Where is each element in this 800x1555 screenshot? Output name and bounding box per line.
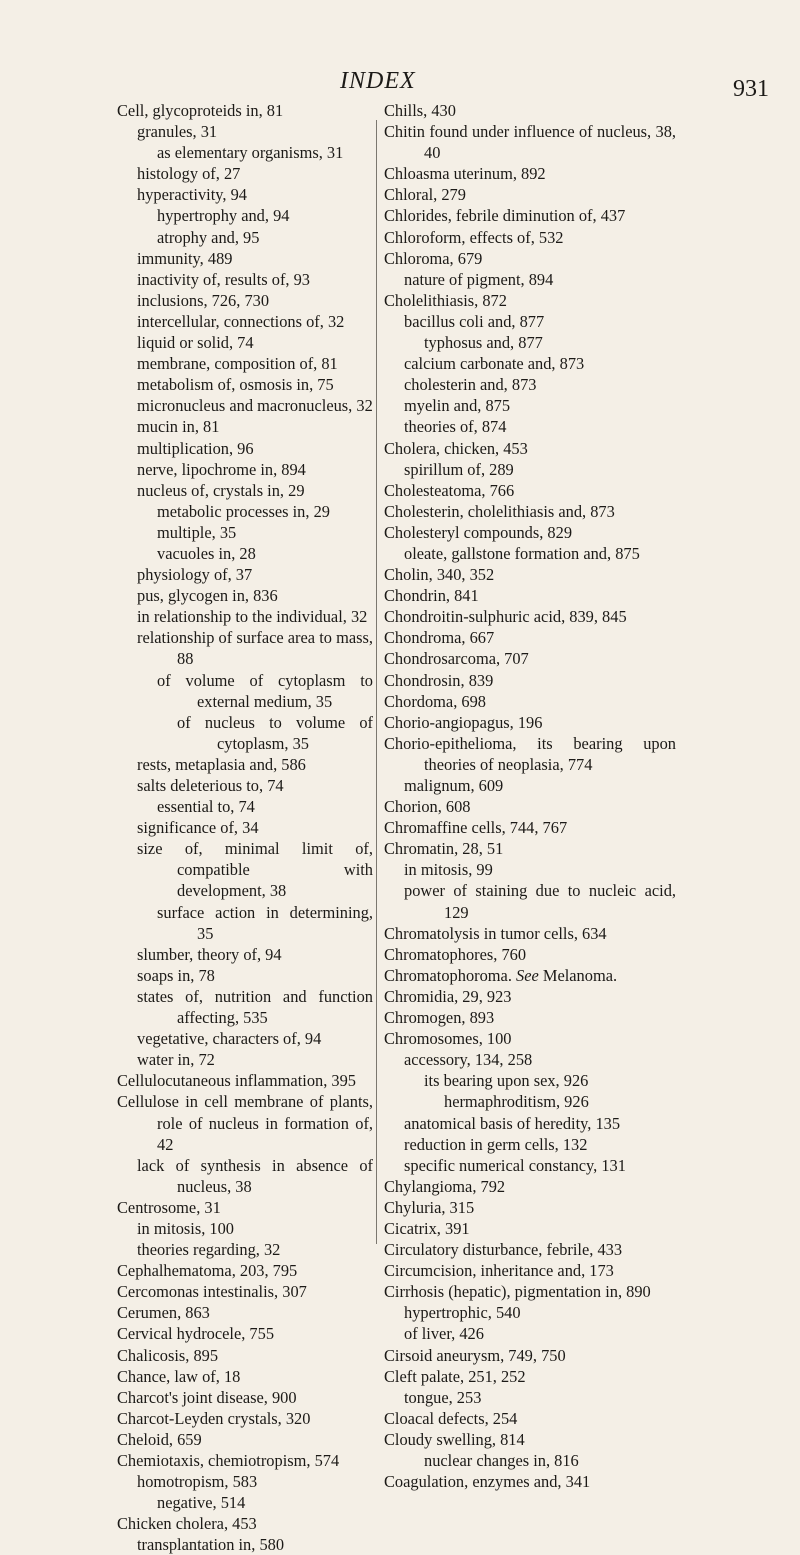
index-subentry bbox=[117, 564, 373, 585]
entry-text: Cirrhosis (hepatic), pigmentation in, 890 bbox=[384, 1282, 651, 1302]
index-subentry bbox=[384, 1091, 676, 1112]
index-subentry bbox=[117, 712, 373, 754]
index-entry bbox=[384, 733, 676, 775]
entry-text: membrane, composition of, 81 bbox=[137, 354, 338, 374]
entry-text: in relationship to the individual, 32 bbox=[137, 607, 368, 627]
index-subentry bbox=[384, 311, 676, 332]
entry-text: Chordoma, 698 bbox=[384, 691, 486, 711]
index-entry bbox=[384, 438, 676, 459]
entry-text: Cirsoid aneurysm, 749, 750 bbox=[384, 1345, 566, 1365]
entry-text: water in, 72 bbox=[137, 1050, 215, 1070]
entry-text: hypertrophic, 540 bbox=[404, 1303, 521, 1323]
entry-text: Cloudy swelling, 814 bbox=[384, 1429, 525, 1449]
index-subentry bbox=[117, 627, 373, 669]
index-subentry bbox=[117, 670, 373, 712]
entry-text: of liver, 426 bbox=[404, 1324, 484, 1344]
index-subentry bbox=[117, 163, 373, 184]
entry-text: nature of pigment, 894 bbox=[404, 269, 554, 289]
index-entry bbox=[117, 1281, 373, 1302]
entry-text: immunity, 489 bbox=[137, 248, 233, 268]
index-entry bbox=[117, 1302, 373, 1323]
entry-text: Chromatin, 28, 51 bbox=[384, 839, 504, 859]
entry-text: Circumcision, inheritance and, 173 bbox=[384, 1261, 614, 1281]
entry-text: Cerumen, 863 bbox=[117, 1303, 210, 1323]
index-subentry bbox=[117, 543, 373, 564]
entry-text: Cellulocutaneous inflammation, 395 bbox=[117, 1071, 356, 1091]
index-subentry bbox=[117, 986, 373, 1028]
index-subentry bbox=[117, 1534, 373, 1555]
index-entry bbox=[384, 100, 676, 121]
index-entry bbox=[384, 1007, 676, 1028]
entry-text: in mitosis, 100 bbox=[137, 1218, 234, 1238]
entry-text: Cheloid, 659 bbox=[117, 1429, 202, 1449]
index-entry bbox=[384, 290, 676, 311]
entry-text: Cholesteryl compounds, 829 bbox=[384, 522, 573, 542]
entry-text: Chromatophores, 760 bbox=[384, 944, 527, 964]
index-subentry bbox=[117, 775, 373, 796]
entry-text: Cholera, chicken, 453 bbox=[384, 438, 528, 458]
index-entry bbox=[117, 100, 373, 121]
column-divider bbox=[376, 120, 377, 1244]
index-entry bbox=[384, 227, 676, 248]
index-subentry bbox=[384, 353, 676, 374]
entry-text: of nucleus to volume of cytoplasm, 35 bbox=[177, 712, 373, 753]
index-entry bbox=[117, 1091, 373, 1154]
entry-text: vacuoles in, 28 bbox=[157, 543, 256, 563]
index-entry bbox=[384, 838, 676, 859]
entry-text: Cellulose in cell membrane of plants, role of nucleus in formation of, 42 bbox=[117, 1092, 373, 1154]
entry-text: cholesterin and, 873 bbox=[404, 375, 537, 395]
entry-text: Charcot's joint disease, 900 bbox=[117, 1387, 297, 1407]
entry-text: Cicatrix, 391 bbox=[384, 1218, 470, 1238]
entry-text: lack of synthesis in absence of nucleus, 38 bbox=[137, 1155, 373, 1196]
index-entry bbox=[384, 248, 676, 269]
entry-text: Chromaffine cells, 744, 767 bbox=[384, 818, 568, 838]
index-subentry bbox=[117, 606, 373, 627]
entry-text: granules, 31 bbox=[137, 122, 218, 142]
entry-text: Chromatolysis in tumor cells, 634 bbox=[384, 923, 607, 943]
index-subentry bbox=[384, 1323, 676, 1344]
entry-text: Cleft palate, 251, 252 bbox=[384, 1366, 526, 1386]
index-entry bbox=[384, 1408, 676, 1429]
index-subentry bbox=[384, 416, 676, 437]
entry-text: atrophy and, 95 bbox=[157, 227, 260, 247]
index-subentry bbox=[384, 374, 676, 395]
index-entry bbox=[384, 501, 676, 522]
index-subentry bbox=[117, 205, 373, 226]
entry-text: Chondrin, 841 bbox=[384, 586, 479, 606]
entry-text: Chromogen, 893 bbox=[384, 1008, 495, 1028]
index-subentry bbox=[117, 416, 373, 437]
index-subentry bbox=[117, 459, 373, 480]
entry-text: micronucleus and macronucleus, 32 bbox=[137, 396, 373, 416]
entry-text: inactivity of, results of, 93 bbox=[137, 269, 310, 289]
index-subentry bbox=[384, 459, 676, 480]
index-subentry bbox=[384, 1113, 676, 1134]
entry-text: Cell, glycoproteids in, 81 bbox=[117, 101, 284, 120]
entry-text: calcium carbonate and, 873 bbox=[404, 354, 585, 374]
entry-text: salts deleterious to, 74 bbox=[137, 776, 284, 795]
index-subentry bbox=[384, 859, 676, 880]
entry-text: Chondroitin-sulphuric acid, 839, 845 bbox=[384, 607, 627, 627]
entry-text: states of, nutrition and function affecting, 535 bbox=[137, 986, 373, 1028]
entry-text: accessory, 134, 258 bbox=[404, 1050, 533, 1070]
index-entry bbox=[384, 965, 676, 986]
entry-text: Cholelithiasis, 872 bbox=[384, 290, 507, 310]
index-entry bbox=[384, 923, 676, 944]
index-entry bbox=[117, 1387, 373, 1408]
index-entry bbox=[384, 817, 676, 838]
entry-text: slumber, theory of, 94 bbox=[137, 944, 282, 964]
index-subentry bbox=[117, 1471, 373, 1492]
entry-text: oleate, gallstone formation and, 875 bbox=[404, 543, 640, 563]
entry-text: Chlorides, febrile diminution of, 437 bbox=[384, 206, 626, 226]
entry-text: its bearing upon sex, 926 bbox=[424, 1071, 589, 1091]
entry-text: mucin in, 81 bbox=[137, 417, 220, 437]
entry-text: spirillum of, 289 bbox=[404, 459, 514, 479]
entry-text: nucleus of, crystals in, 29 bbox=[137, 480, 305, 500]
entry-text: intercellular, connections of, 32 bbox=[137, 311, 345, 331]
index-entry bbox=[384, 648, 676, 669]
index-entry bbox=[384, 1429, 676, 1450]
index-entry bbox=[384, 1176, 676, 1197]
index-subentry bbox=[117, 290, 373, 311]
index-subentry bbox=[117, 1492, 373, 1513]
index-entry bbox=[384, 1197, 676, 1218]
index-subentry bbox=[384, 332, 676, 353]
entry-text: Chorion, 608 bbox=[384, 797, 471, 817]
entry-text: tongue, 253 bbox=[404, 1387, 482, 1407]
index-subentry bbox=[117, 1218, 373, 1239]
index-entry bbox=[117, 1366, 373, 1387]
index-subentry bbox=[384, 775, 676, 796]
entry-text: myelin and, 875 bbox=[404, 396, 511, 416]
entry-text: Chondrosarcoma, 707 bbox=[384, 649, 529, 669]
entry-text: Chondrosin, 839 bbox=[384, 670, 494, 690]
index-entry bbox=[384, 1260, 676, 1281]
page-header bbox=[0, 56, 800, 100]
entry-text: Chromatophoroma. bbox=[384, 965, 512, 985]
index-subentry bbox=[117, 184, 373, 205]
entry-text: physiology of, 37 bbox=[137, 565, 253, 585]
index-entry bbox=[384, 627, 676, 648]
index-entry bbox=[384, 1471, 676, 1492]
index-entry bbox=[384, 121, 676, 163]
entry-text: Chicken cholera, 453 bbox=[117, 1514, 257, 1534]
entry-text: metabolism of, osmosis in, 75 bbox=[137, 375, 334, 395]
entry-text: Cephalhematoma, 203, 795 bbox=[117, 1261, 298, 1281]
index-subentry bbox=[117, 1049, 373, 1070]
index-subentry bbox=[117, 438, 373, 459]
entry-text: power of staining due to nucleic acid, 129 bbox=[404, 881, 676, 922]
see-target: Melanoma. bbox=[538, 965, 618, 985]
entry-text: Charcot-Leyden crystals, 320 bbox=[117, 1408, 311, 1428]
index-subentry bbox=[117, 838, 373, 901]
index-subentry bbox=[117, 374, 373, 395]
entry-text: Cloacal defects, 254 bbox=[384, 1408, 518, 1428]
entry-text: Chromosomes, 100 bbox=[384, 1029, 512, 1049]
entry-text: size of, minimal limit of, compatible with development, 38 bbox=[137, 839, 373, 901]
entry-text: Chills, 430 bbox=[384, 101, 456, 120]
entry-text: liquid or solid, 74 bbox=[137, 333, 254, 353]
index-subentry bbox=[384, 1450, 676, 1471]
index-subentry bbox=[384, 1070, 676, 1091]
index-entry bbox=[384, 1281, 676, 1302]
index-entry bbox=[117, 1429, 373, 1450]
index-entry bbox=[384, 163, 676, 184]
index-subentry bbox=[117, 353, 373, 374]
index-entry bbox=[117, 1070, 373, 1091]
index-subentry bbox=[117, 754, 373, 775]
entry-text: metabolic processes in, 29 bbox=[157, 501, 330, 521]
entry-text: Coagulation, enzymes and, 341 bbox=[384, 1472, 591, 1492]
entry-text: specific numerical constancy, 131 bbox=[404, 1155, 626, 1175]
entry-text: Chloroform, effects of, 532 bbox=[384, 227, 564, 247]
index-entry bbox=[384, 480, 676, 501]
index-subentry bbox=[117, 142, 373, 163]
index-entry bbox=[117, 1260, 373, 1281]
index-entry bbox=[384, 1239, 676, 1260]
index-subentry bbox=[384, 1049, 676, 1070]
entry-text: Cercomonas intestinalis, 307 bbox=[117, 1282, 307, 1302]
index-entry bbox=[117, 1323, 373, 1344]
entry-text: as elementary organisms, 31 bbox=[157, 143, 344, 163]
index-entry bbox=[384, 712, 676, 733]
index-entry bbox=[384, 1218, 676, 1239]
entry-text: relationship of surface area to mass, 88 bbox=[137, 628, 373, 669]
entry-text: Chalicosis, 895 bbox=[117, 1345, 219, 1365]
entry-text: Cervical hydrocele, 755 bbox=[117, 1324, 275, 1344]
index-entry bbox=[384, 205, 676, 226]
entry-text: Chloroma, 679 bbox=[384, 248, 483, 268]
index-subentry bbox=[384, 1302, 676, 1323]
index-subentry bbox=[117, 480, 373, 501]
index-subentry bbox=[117, 269, 373, 290]
entry-text: reduction in germ cells, 132 bbox=[404, 1134, 588, 1154]
index-subentry bbox=[117, 1155, 373, 1197]
index-entry bbox=[384, 670, 676, 691]
index-subentry bbox=[117, 311, 373, 332]
entry-text: histology of, 27 bbox=[137, 164, 241, 184]
entry-text: pus, glycogen in, 836 bbox=[137, 586, 278, 606]
entry-text: Chyluria, 315 bbox=[384, 1197, 475, 1217]
index-subentry bbox=[117, 1028, 373, 1049]
index-subentry bbox=[117, 121, 373, 142]
index-subentry bbox=[117, 902, 373, 944]
index-subentry bbox=[117, 227, 373, 248]
index-subentry bbox=[384, 1155, 676, 1176]
entry-text: Cholesteatoma, 766 bbox=[384, 480, 515, 500]
entry-text: of volume of cytoplasm to external medium, 35 bbox=[157, 670, 373, 711]
index-subentry bbox=[117, 332, 373, 353]
entry-text: rests, metaplasia and, 586 bbox=[137, 754, 306, 774]
entry-text: Chitin found under influence of nucleus, 38, 40 bbox=[384, 122, 676, 163]
entry-text: theories of, 874 bbox=[404, 417, 507, 437]
entry-text: Chloral, 279 bbox=[384, 185, 466, 205]
index-subentry bbox=[384, 395, 676, 416]
index-subentry bbox=[117, 501, 373, 522]
index-entry bbox=[117, 1408, 373, 1429]
entry-text: Chondroma, 667 bbox=[384, 628, 495, 648]
running-head: INDEX bbox=[340, 68, 416, 94]
index-subentry bbox=[117, 395, 373, 416]
index-subentry bbox=[117, 944, 373, 965]
index-entry bbox=[384, 986, 676, 1007]
index-subentry bbox=[117, 1239, 373, 1260]
index-column-right bbox=[384, 100, 676, 1492]
index-subentry bbox=[117, 796, 373, 817]
entry-text: hypertrophy and, 94 bbox=[157, 206, 290, 226]
entry-text: Chorio-epithelioma, its bearing upon theories of neoplasia, 774 bbox=[384, 733, 676, 774]
entry-text: essential to, 74 bbox=[157, 797, 255, 817]
entry-text: vegetative, characters of, 94 bbox=[137, 1029, 322, 1049]
page-number: 931 bbox=[733, 76, 769, 102]
index-entry bbox=[117, 1345, 373, 1366]
index-subentry bbox=[384, 1387, 676, 1408]
entry-text: anatomical basis of heredity, 135 bbox=[404, 1113, 621, 1133]
entry-text: soaps in, 78 bbox=[137, 965, 215, 985]
index-subentry bbox=[384, 269, 676, 290]
index-subentry bbox=[117, 522, 373, 543]
entry-text: malignum, 609 bbox=[404, 776, 504, 795]
entry-text: Chance, law of, 18 bbox=[117, 1366, 241, 1386]
index-entry bbox=[384, 184, 676, 205]
entry-text: Chromidia, 29, 923 bbox=[384, 986, 512, 1006]
index-subentry bbox=[384, 880, 676, 922]
index-entry bbox=[384, 1028, 676, 1049]
index-entry bbox=[384, 606, 676, 627]
entry-text: negative, 514 bbox=[157, 1493, 246, 1513]
entry-text: hermaphroditism, 926 bbox=[444, 1092, 589, 1112]
entry-text: multiple, 35 bbox=[157, 522, 237, 542]
index-entry bbox=[384, 585, 676, 606]
index-subentry bbox=[384, 543, 676, 564]
entry-text: significance of, 34 bbox=[137, 818, 259, 838]
index-subentry bbox=[384, 1134, 676, 1155]
entry-text: bacillus coli and, 877 bbox=[404, 311, 545, 331]
entry-text: homotropism, 583 bbox=[137, 1472, 258, 1492]
entry-text: Centrosome, 31 bbox=[117, 1197, 221, 1217]
index-entry bbox=[384, 944, 676, 965]
index-subentry bbox=[117, 817, 373, 838]
index-entry bbox=[384, 522, 676, 543]
index-entry bbox=[117, 1513, 373, 1534]
entry-text: transplantation in, 580 bbox=[137, 1535, 285, 1555]
entry-text: Chylangioma, 792 bbox=[384, 1176, 506, 1196]
index-entry bbox=[384, 1345, 676, 1366]
index-entry bbox=[384, 1366, 676, 1387]
entry-text: Chemiotaxis, chemiotropism, 574 bbox=[117, 1451, 340, 1470]
see-reference: See bbox=[516, 965, 539, 985]
index-subentry bbox=[117, 585, 373, 606]
entry-text: typhosus and, 877 bbox=[424, 333, 543, 353]
entry-text: multiplication, 96 bbox=[137, 438, 254, 458]
index-subentry bbox=[117, 248, 373, 269]
entry-text: Cholin, 340, 352 bbox=[384, 565, 495, 585]
entry-text: nerve, lipochrome in, 894 bbox=[137, 459, 306, 479]
index-entry bbox=[384, 796, 676, 817]
entry-text: theories regarding, 32 bbox=[137, 1240, 281, 1260]
index-subentry bbox=[117, 965, 373, 986]
entry-text: nuclear changes in, 816 bbox=[424, 1451, 579, 1470]
entry-text: surface action in determining, 35 bbox=[157, 902, 373, 943]
index-entry bbox=[384, 564, 676, 585]
entry-text: hyperactivity, 94 bbox=[137, 185, 247, 205]
index-entry bbox=[117, 1450, 373, 1471]
entry-text: Circulatory disturbance, febrile, 433 bbox=[384, 1240, 623, 1260]
entry-text: Cholesterin, cholelithiasis and, 873 bbox=[384, 501, 615, 521]
entry-text: Chorio-angiopagus, 196 bbox=[384, 712, 543, 732]
index-entry bbox=[117, 1197, 373, 1218]
index-entry bbox=[384, 691, 676, 712]
entry-text: in mitosis, 99 bbox=[404, 860, 493, 880]
entry-text: Chloasma uterinum, 892 bbox=[384, 164, 546, 184]
entry-text: inclusions, 726, 730 bbox=[137, 290, 270, 310]
index-column-left bbox=[117, 100, 373, 1555]
